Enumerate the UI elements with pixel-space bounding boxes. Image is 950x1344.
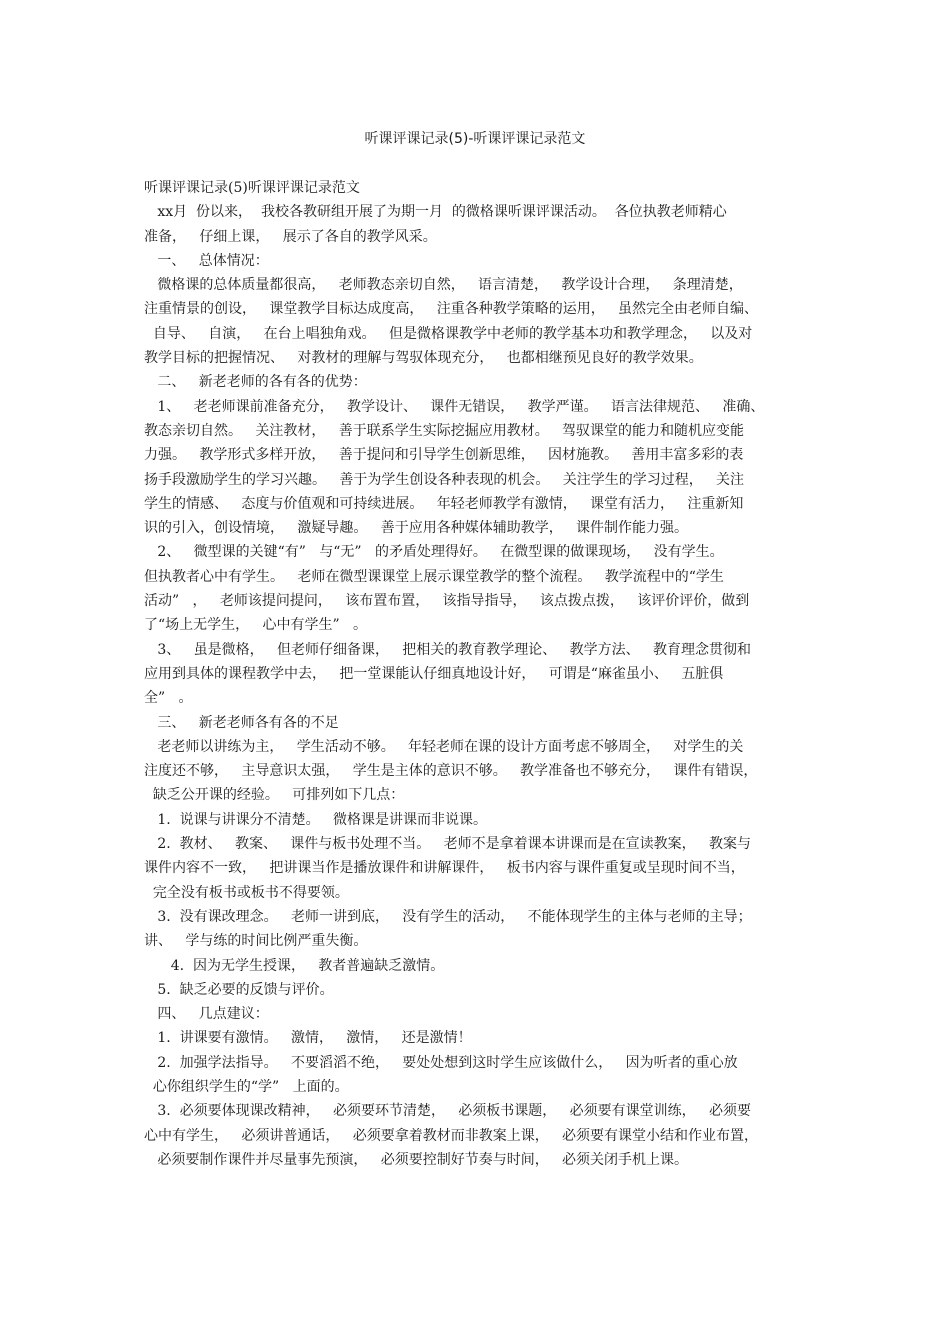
body-line: 力强。 教学形式多样开放， 善于提问和引导学生创新思维， 因材施教。 善用丰富多彩的表 [144,447,744,464]
body-line: 识的引入，创设情境， 激疑导趣。 善于应用各种媒体辅助教学， 课件制作能力强。 [144,520,689,537]
body-line: 全” 。 [144,690,193,707]
body-line: 准备， 仔细上课， 展示了各自的教学风采。 [144,228,437,245]
body-line: 一、 总体情况： [144,252,269,269]
body-line: 3. 没有课改理念。 老师一讲到底， 没有学生的活动， 不能体现学生的主体与老师的主导； [144,908,752,925]
body-line: 必须要制作课件并尽量事先预演， 必须要控制好节奏与时间， 必须关闭手机上课。 [144,1151,689,1168]
document-title: 听课评课记录(5)-听课评课记录范文 [364,131,586,147]
body-line: 1、 老老师课前准备充分， 教学设计、 课件无错误， 教学严谨。 语言法律规范、 准确、 [144,398,765,415]
body-line: 4. 因为无学生授课， 教者普遍缺乏激情。 [144,957,445,974]
body-line: 应用到具体的课程教学中去， 把一堂课能认仔细真地设计好， 可谓是“麻雀虽小、 五脏俱 [144,665,724,682]
body-line: 2. 教材、 教案、 课件与板书处理不当。 老师不是拿着课本讲课而是在宣读教案， 教案与 [144,836,752,853]
body-line: 了“场上无学生， 心中有学生” 。 [144,617,368,634]
body-line: 三、 新老老师各有各的不足 [144,714,339,731]
body-line: xx月 份以来， 我校各教研组开展了为期一月 的微格课听课评课活动。 各位执教老师精心 [144,204,727,221]
body-line: 课件内容不一致， 把讲课当作是播放课件和讲解课件， 板书内容与课件重复或呈现时间不当， [144,860,745,877]
body-line: 1. 讲课要有激情。 激情， 激情， 还是激情！ [144,1030,472,1047]
body-line: 听课评课记录(5)听课评课记录范文 [144,180,360,196]
body-line: 心你组织学生的“学” 上面的。 [144,1078,349,1095]
body-line: 2. 加强学法指导。 不要滔滔不绝， 要处处想到这时学生应该做什么， 因为听者的重心放 [144,1054,738,1071]
body-line: 自导、 自演， 在台上唱独角戏。 但是微格课教学中老师的教学基本功和教学理念， 以及对 [144,325,753,342]
body-line: 教学目标的把握情况、 对教材的理解与驾驭体现充分， 也都相继预见良好的教学效果。 [144,350,703,367]
body-line: 学生的情感、 态度与价值观和可持续进展。 年轻老师教学有激情， 课堂有活力， 注重新知 [144,495,744,512]
body-line: 四、 几点建议： [144,1006,269,1023]
body-line: 但执教者心中有学生。 老师在微型课课堂上展示课堂教学的整个流程。 教学流程中的“学生 [144,568,724,585]
body-line: 活动” ， 老师该提问提问， 该布置布置， 该指导指导， 该点拨点拨， 该评价评价，做到 [144,593,750,610]
body-line: 3. 必须要体现课改精神， 必须要环节清楚， 必须板书课题， 必须要有课堂训练， 必须要 [144,1103,752,1120]
body-line: 教态亲切自然。 关注教材， 善于联系学生实际挖掘应用教材。 驾驭课堂的能力和随机应变能 [144,422,745,439]
body-line: 缺乏公开课的经验。 可排列如下几点： [144,787,405,804]
body-line: 讲、 学与练的时间比例严重失衡。 [144,933,368,950]
body-line: 二、 新老老师的各有各的优势： [144,374,367,391]
body-line: 5. 缺乏必要的反馈与评价。 [144,981,334,998]
document-body [144,176,820,1172]
body-line: 注重情景的创设， 课堂教学目标达成度高， 注重各种教学策略的运用， 虽然完全由老师自编、 [144,301,759,318]
body-line: 微格课的总体质量都很高， 老师教态亲切自然， 语言清楚， 教学设计合理， 条理清楚， [144,277,743,294]
body-line: 1. 说课与讲课分不清楚。 微格课是讲课而非说课。 [144,811,487,828]
body-line: 心中有学生， 必须讲普通话， 必须要拿着教材而非教案上课， 必须要有课堂小结和作业布置， [144,1127,759,1144]
body-line: 老老师以讲练为主， 学生活动不够。 年轻老师在课的设计方面考虑不够周全， 对学生的关 [144,738,744,755]
body-line: 完全没有板书或板书不得要领。 [144,884,349,901]
body-line: 扬手段激励学生的学习兴趣。 善于为学生创设各种表现的机会。 关注学生的学习过程， 关注 [144,471,745,488]
body-line: 注度还不够， 主导意识太强， 学生是主体的意识不够。 教学准备也不够充分， 课件有错误， [144,763,758,780]
body-line: 2、 微型课的关键“有” 与“无” 的矛盾处理得好。 在微型课的做课现场， 没有学生。 [144,544,724,561]
body-line: 3、 虽是微格， 但老师仔细备课， 把相关的教育教学理论、 教学方法、 教育理念贯彻和 [144,641,752,658]
